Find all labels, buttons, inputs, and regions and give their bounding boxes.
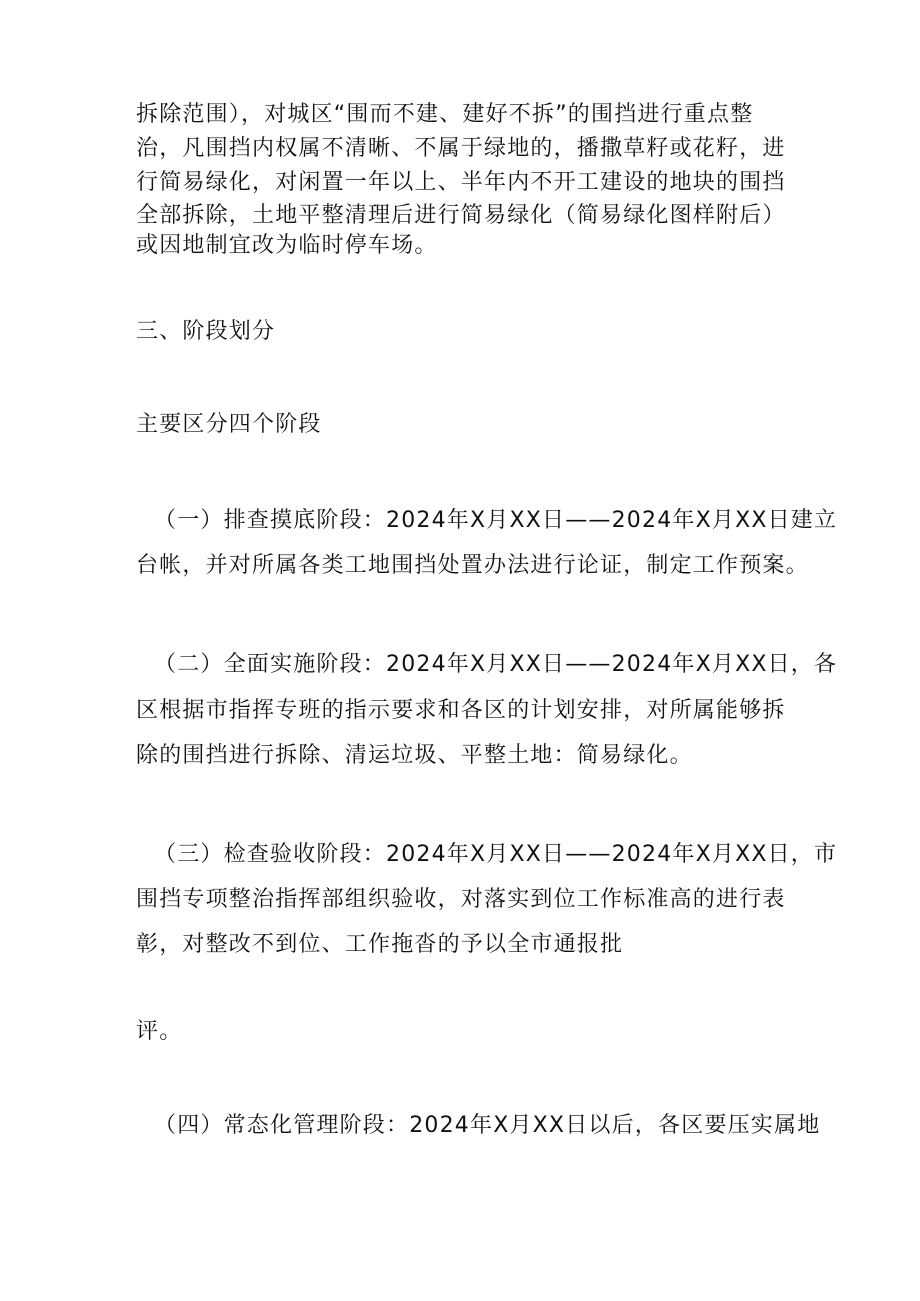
intro-line-4: 全部拆除，土地平整清理后进行简易绿化（简易绿化图样附后） <box>136 203 786 228</box>
stage-3-line-1: （三）检查验收阶段：2024年X月XX日——2024年X月XX日，市 <box>154 842 838 867</box>
stage-2-line-3: 除的围挡进行拆除、清运垃圾、平整土地：简易绿化。 <box>136 743 693 768</box>
stage-4-line-1: （四）常态化管理阶段：2024年X月XX日以后，各区要压实属地 <box>154 1113 821 1138</box>
stage-2-line-1: （二）全面实施阶段：2024年X月XX日——2024年X月XX日，各 <box>154 652 838 677</box>
subheading: 主要区分四个阶段 <box>136 412 322 437</box>
intro-line-3: 行简易绿化，对闲置一年以上、半年内不开工建设的地块的围挡 <box>136 170 786 195</box>
stage-3-line-2: 围挡专项整治指挥部组织验收，对落实到位工作标准高的进行表 <box>136 887 786 912</box>
stage-3-line-4: 评。 <box>136 1019 183 1044</box>
intro-line-1: 拆除范围），对城区“围而不建、建好不拆”的围挡进行重点整 <box>136 102 754 127</box>
stage-1-line-2: 台帐，并对所属各类工地围挡处置办法进行论证，制定工作预案。 <box>136 553 809 578</box>
stage-3-line-3: 彰，对整改不到位、工作拖沓的予以全市通报批 <box>136 932 624 957</box>
stage-2-line-2: 区根据市指挥专班的指示要求和各区的计划安排，对所属能够拆 <box>136 698 786 723</box>
intro-line-5: 或因地制宜改为临时停车场。 <box>136 233 438 258</box>
section-heading: 三、阶段划分 <box>136 319 276 344</box>
stage-1-line-1: （一）排查摸底阶段：2024年X月XX日——2024年X月XX日建立 <box>154 508 838 533</box>
intro-line-2: 治，凡围挡内权属不清晰、不属于绿地的，播撒草籽或花籽，进 <box>136 136 786 161</box>
